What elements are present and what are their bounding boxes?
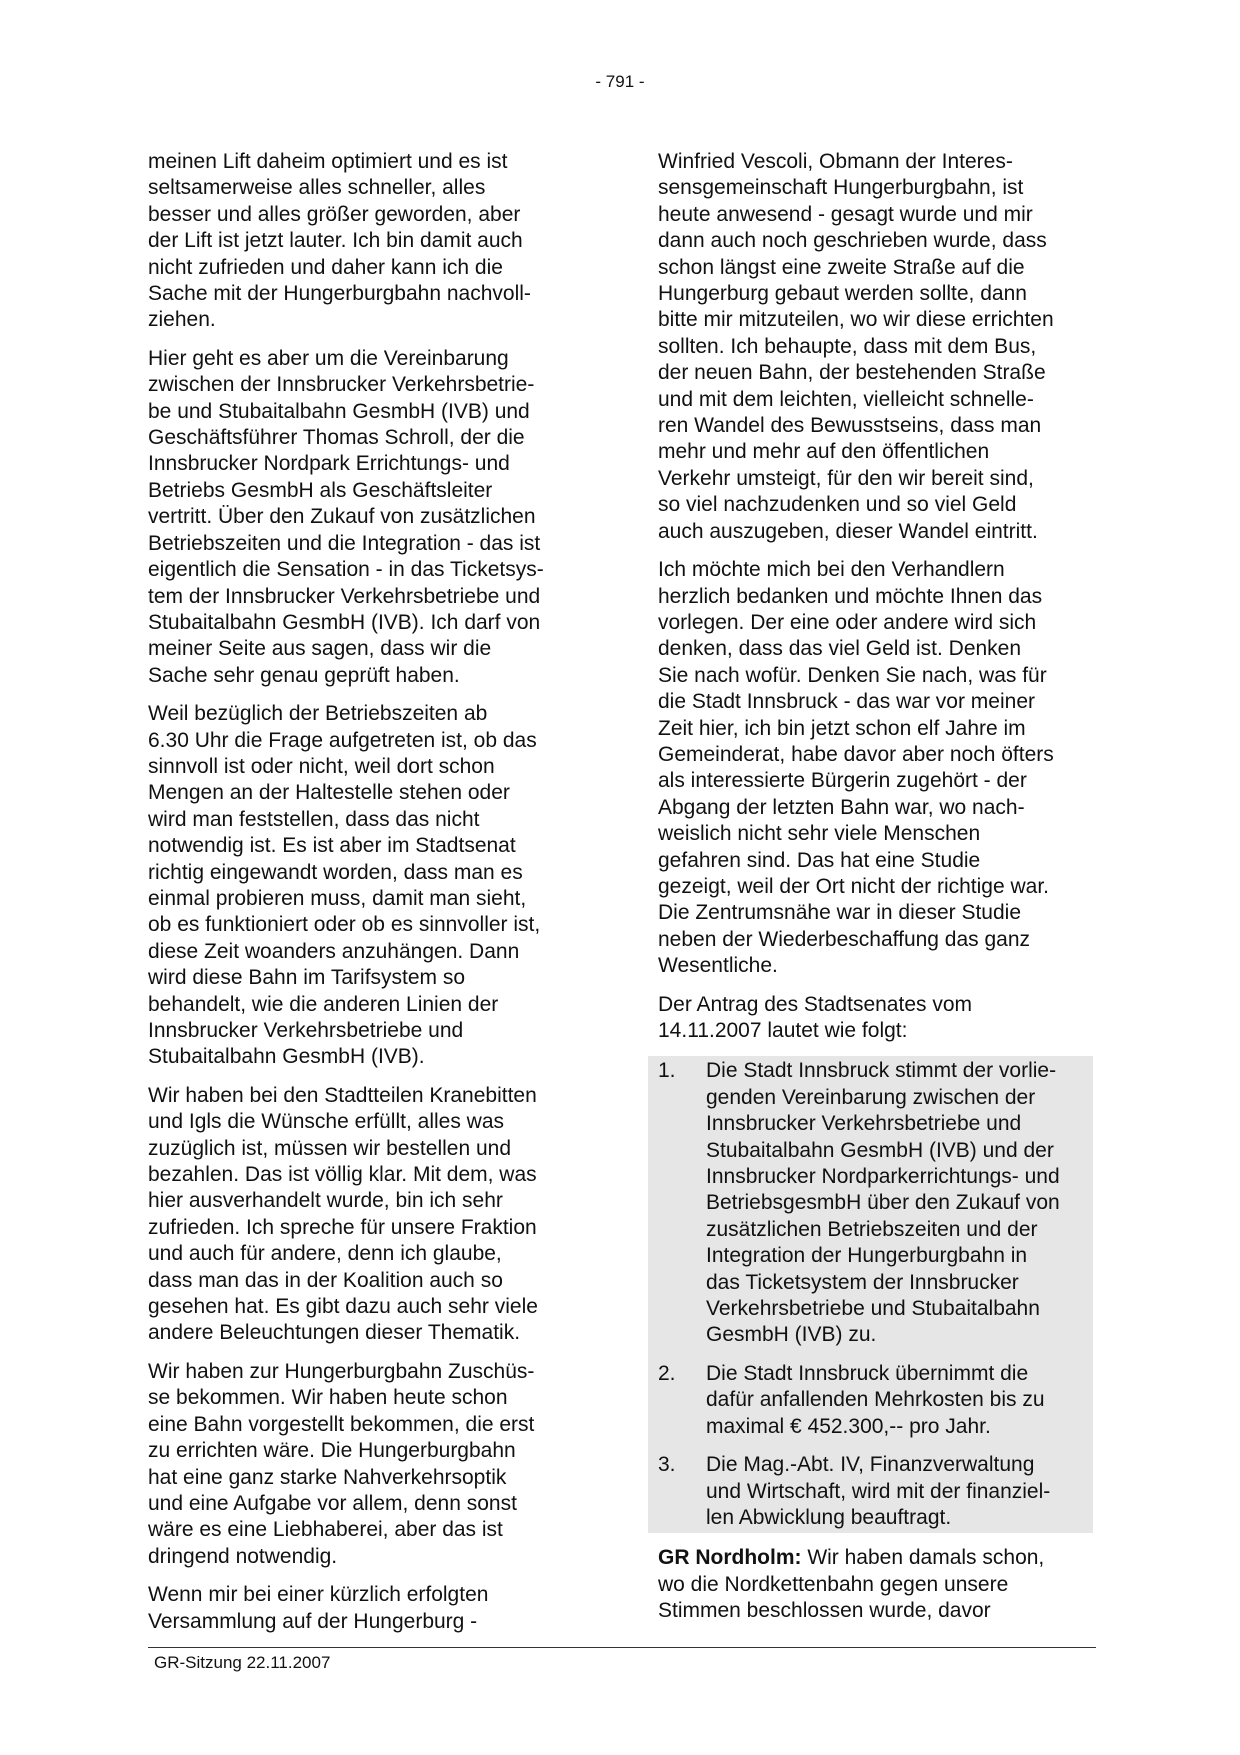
motion-item-text: Die Mag.-Abt. IV, Finanzverwaltung und Wirtschaft, wird mit der finanziel- len Abwicklung beauftragt. bbox=[706, 1453, 1051, 1529]
paragraph: Wenn mir bei einer kürzlich erfolgten Versammlung auf der Hungerburg - bbox=[148, 1583, 489, 1633]
footer: GR-Sitzung 22.11.2007 bbox=[154, 1653, 331, 1672]
motion-item-text: Die Stadt Innsbruck übernimmt die dafür anfallenden Mehrkosten bis zu maximal € 452.300,-- pro Jahr. bbox=[706, 1361, 1045, 1438]
paragraph: Wir haben zur Hungerburgbahn Zuschüs- se bekommen. Wir haben heute schon eine Bahn vorgestellt bekommen, die erst zu errichten wäre. Die Hungerburgbahn hat eine ganz starke Nahverkehrsoptik und eine Aufgabe vor allem, denn sonst wäre es eine Liebhaberei, aber das ist dringend notwendig. bbox=[148, 1359, 535, 1568]
paragraph: Weil bezüglich der Betriebszeiten ab 6.30 Uhr die Frage aufgetreten ist, ob das sinnvoll ist oder nicht, weil dort schon Mengen an der Haltestelle stehen oder wird man feststellen, dass das nicht notwendig ist. Es ist aber im Stadtsenat richtig eingewandt worden, dass man es einmal probieren muss, damit man sieht, ob es funktioniert oder ob es sinnvoller ist, diese Zeit woanders anzuhängen. Dann wird diese Bahn im Tarifsystem so behandelt, wie die anderen Linien der Innsbrucker Verkehrsbetriebe und Stubaitalbahn GesmbH (IVB). bbox=[148, 702, 541, 1069]
right-column bbox=[658, 149, 1103, 1637]
motion-item-number: 3. bbox=[658, 1453, 676, 1477]
paragraph: Hier geht es aber um die Vereinbarung zwischen der Innsbrucker Verkehrsbetrie- be und Stubaitalbahn GesmbH (IVB) und Geschäftsführer Thomas Schroll, der die Innsbrucker Nordpark Errichtungs- und Betriebs GesmbH als Geschäftsleiter vertritt. Über den Zukauf von zusätzlichen Betriebszeiten und die Integration - das ist eigentlich die Sensation - in das Ticketsys- tem der Innsbrucker Verkehrsbetriebe und Stubaitalbahn GesmbH (IVB). Ich darf von meiner Seite aus sagen, dass wir die Sache sehr genau geprüft haben. bbox=[148, 346, 544, 687]
motion-item-number: 2. bbox=[658, 1361, 676, 1385]
motion-item bbox=[658, 1361, 1093, 1440]
motion-box bbox=[648, 1056, 1093, 1533]
motion-item-number: 1. bbox=[658, 1059, 676, 1083]
paragraph: Der Antrag des Stadtsenates vom 14.11.2007 lautet wie folgt: bbox=[658, 992, 973, 1042]
paragraph: meinen Lift daheim optimiert und es ist seltsamerweise alles schneller, alles besser und alles größer geworden, aber der Lift ist jetzt lauter. Ich bin damit auch nicht zufrieden und daher kann ich die Sache mit der Hungerburgbahn nachvoll- ziehen. bbox=[148, 150, 531, 332]
footer-divider bbox=[148, 1647, 1096, 1648]
speaker-text: Wir haben damals schon, wo die Nordkettenbahn gegen unsere Stimmen beschlossen wurde, davor bbox=[658, 1546, 1045, 1623]
left-column bbox=[148, 149, 608, 1647]
motion-item-text: Die Stadt Innsbruck stimmt der vorlie- genden Vereinbarung zwischen der Innsbrucker Verkehrsbetriebe und Stubaitalbahn GesmbH (IVB) und der Innsbrucker Nordparkerrichtungs- und BetriebsgesmbH über den Zukauf von zusätzlichen Betriebszeiten und der Integration der Hungerburgbahn in das Ticketsystem der Innsbrucker Verkehrsbetriebe und Stubaitalbahn GesmbH (IVB) zu. bbox=[706, 1059, 1060, 1347]
speaker-name: GR Nordholm: bbox=[658, 1546, 802, 1570]
motion-item bbox=[658, 1452, 1093, 1531]
paragraph: Ich möchte mich bei den Verhandlern herzlich bedanken und möchte Ihnen das vorlegen. Der eine oder andere wird sich denken, dass das viel Geld ist. Denken Sie nach wofür. Denken Sie nach, was für die Stadt Innsbruck - das war vor meiner Zeit hier, ich bin jetzt schon elf Jahre im Gemeinderat, habe davor aber noch öfters als interessierte Bürgerin zugehört - der Abgang der letzten Bahn war, wo nach- weislich nicht sehr viele Menschen gefahren sind. Das hat eine Studie gezeigt, weil der Ort nicht der richtige war. Die Zentrumsnähe war in dieser Studie neben der Wiederbeschaffung das ganz Wesentliche. bbox=[658, 558, 1054, 978]
motion-item bbox=[658, 1058, 1093, 1348]
speaker-paragraph bbox=[658, 1545, 1103, 1624]
page-number: - 791 - bbox=[595, 72, 645, 91]
paragraph: Winfried Vescoli, Obmann der Interes- sensgemeinschaft Hungerburgbahn, ist heute anwesend - gesagt wurde und mir dann auch noch geschrieben wurde, dass schon längst eine zweite Straße auf die Hungerburg gebaut werden sollte, dann bitte mir mitzuteilen, wo wir diese errichten sollten. Ich behaupte, dass mit dem Bus, der neuen Bahn, der bestehenden Straße und mit dem leichten, vielleicht schnelle- ren Wandel des Bewusstseins, dass man mehr und mehr auf den öffentlichen Verkehr umsteigt, für den wir bereit sind, so viel nachzudenken und so viel Geld auch auszugeben, dieser Wandel eintritt. bbox=[658, 150, 1054, 543]
paragraph: Wir haben bei den Stadtteilen Kranebitten und Igls die Wünsche erfüllt, alles was zuzüglich ist, müssen wir bestellen und bezahlen. Das ist völlig klar. Mit dem, was hier ausverhandelt wurde, bin ich sehr zufrieden. Ich spreche für unsere Fraktion und auch für andere, denn ich glaube, dass man das in der Koalition auch so gesehen hat. Es gibt dazu auch sehr viele andere Beleuchtungen dieser Thematik. bbox=[148, 1083, 538, 1345]
